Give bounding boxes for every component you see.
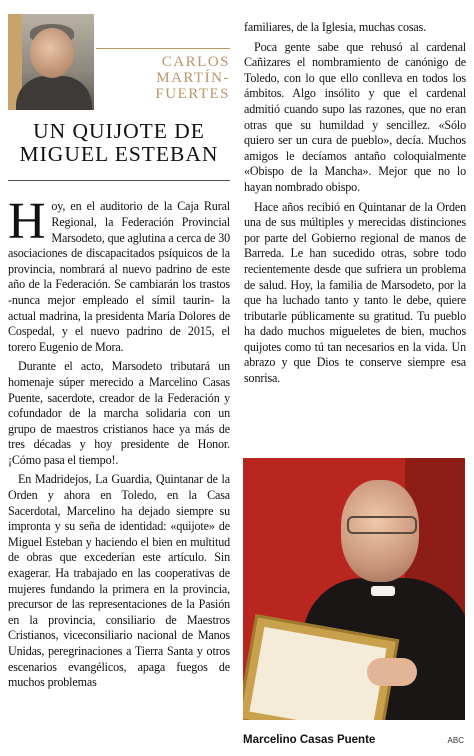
author-first-name: CARLOS	[161, 54, 230, 70]
photo-caption: Marcelino Casas Puente	[243, 734, 376, 746]
left-column	[8, 14, 230, 691]
drop-cap: H	[8, 193, 46, 251]
article-body-right	[244, 20, 466, 387]
headline	[8, 120, 230, 166]
right-column	[244, 20, 466, 387]
headline-divider	[8, 180, 230, 181]
article-photo	[243, 458, 465, 720]
paragraph-3: En Madridejos, La Guardia, Quintanar de la Orden y ahora en Toledo, en la Casa Sacerdotal, Marcelino ha dejado siempre su impronta y su seña de identidad: «quijote» de Miguel Esteban y haciendo el bien en multitud de obras que excederían este artículo. Sin exagerar. Ha trabajado en las cooperativas de mujeres fundando la primera en la provincia, precursor de las representaciones de la Pasión en la provincia, consiliario de Maestros Cristianos, viceconsiliario nacional de Manos Unidas, peregrinaciones a Tierra Santa y otros escenarios evangélicos, apaga fuegos de muchos problemas	[8, 472, 230, 690]
photo-credit: ABC	[447, 736, 464, 745]
author-photo	[8, 14, 94, 110]
paragraph-1	[8, 193, 230, 355]
author-last-name-1: MARTÍN-	[156, 70, 230, 86]
article-body-left	[8, 193, 230, 690]
paragraph-5: Poca gente sabe que rehusó al cardenal Cañizares el nombramiento de canónigo de Toledo, con lo que ello conlleva en todos los ámbitos. Algo insólito y que el cardenal admitió cuando supo las razones, que no eran otras que su humildad y sencillez. «Sólo quiero ser un cura de pueblo», decía. Muchos amigos le decíamos antaño coloquialmente «Obispo de la Mancha». Mejor que no lo hayan nombrado obispo.	[244, 39, 466, 194]
headline-line-1: UN QUIJOTE DE	[33, 119, 205, 143]
author-divider	[96, 48, 230, 49]
author-name	[155, 54, 230, 102]
headline-line-2: MIGUEL ESTEBAN	[19, 142, 219, 166]
paragraph-4: familiares, de la Iglesia, muchas cosas.	[244, 20, 427, 34]
paragraph-2: Durante el acto, Marsodeto tributará un homenaje súper merecido a Marcelino Casas Puente, sacerdote, creador de la Federación y cofundador de la marcha solidaria con un grupo de maestros cristianos hace ya más de tres décadas y hoy presidente de Honor. ¡Cómo pasa el tiempo!.	[8, 359, 230, 467]
paragraph-1-text: oy, en el auditorio de la Caja Rural Regional, la Federación Provincial Marsodeto, que aglutina a cerca de 30 asociaciones de discapacitados psíquicos de la provincia, nombrará al nuevo padrino de este año de la Federación. Se cambiarán los trastos -nunca mejor empleado el símil taurin- la actual madrina, la presidenta María Dolores de Cospedal, y el nuevo padrino de 2015, el torero Eugenio de Mora.	[8, 199, 230, 354]
author-last-name-2: FUERTES	[155, 86, 230, 102]
author-header	[8, 14, 230, 110]
paragraph-6: Hace años recibió en Quintanar de la Orden una de sus múltiples y merecidas distinciones por parte del Gobierno regional de manos de Barreda. Le han sucedido otras, sobre todo recientemente desde que sufriera un problema de salud. Hoy, la familia de Marsodeto, por la que ha luchado tanto y tanto le debe, quiere tributarle públicamente su gratitud. Tu pueblo ha dado muchos migueletes de bien, muchos quijotes como tú tan necesarios en la vida. Un abrazo y que Dios te conserve siempre esa sonrisa.	[244, 199, 466, 386]
